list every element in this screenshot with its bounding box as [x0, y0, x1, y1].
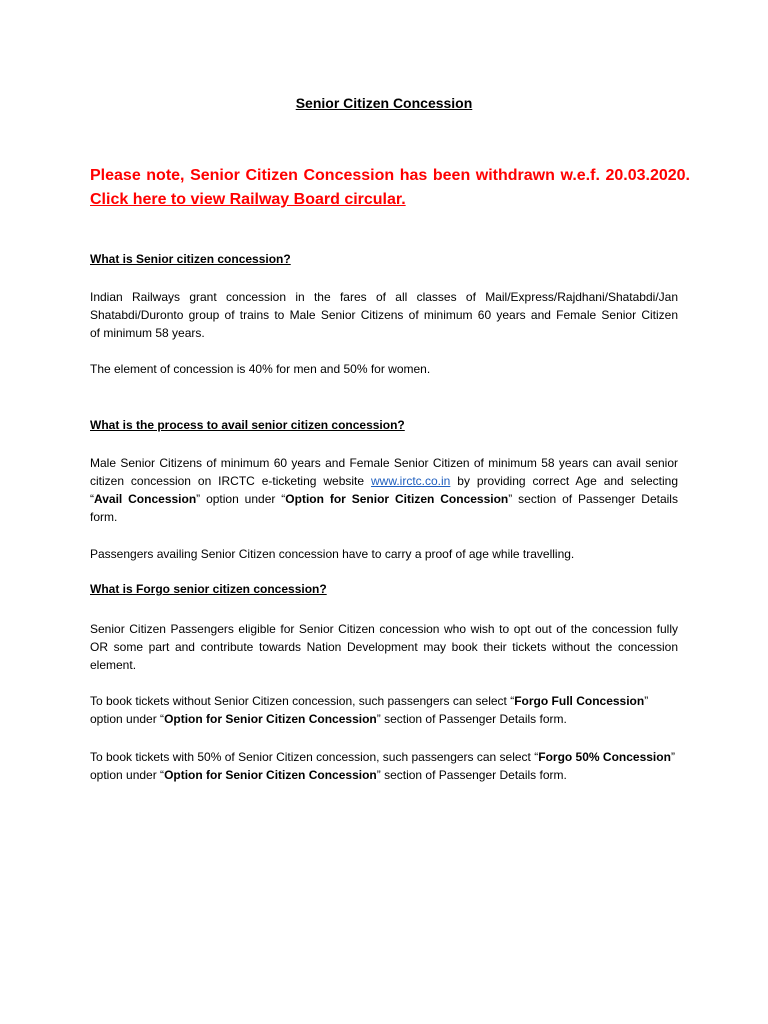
text-fragment: citizen concession on IRCTC e-ticketing website [90, 474, 371, 488]
forgo-full-concession-option: Forgo Full Concession [514, 694, 645, 708]
question-process-to-avail: What is the process to avail senior citizen concession? [90, 418, 405, 432]
option-section-name: Option for Senior Citizen Concession [285, 492, 509, 506]
paragraph-line [90, 490, 678, 508]
page-title: Senior Citizen Concession [295, 95, 473, 111]
option-section-name: Option for Senior Citizen Concession [164, 712, 377, 726]
question-forgo-concession: What is Forgo senior citizen concession? [90, 582, 327, 596]
railway-board-circular-link[interactable]: Click here to view Railway Board circular. [90, 191, 406, 208]
paragraph-line: element. [90, 658, 137, 672]
paragraph-forgo-description [90, 620, 678, 674]
text-fragment: ” section of Passenger Details form. [376, 712, 567, 726]
paragraph-concession-element: The element of concession is 40% for men and 50% for women. [90, 362, 431, 376]
text-fragment: To book tickets without Senior Citizen concession, such passengers can select “ [90, 694, 515, 708]
option-section-name: Option for Senior Citizen Concession [164, 768, 377, 782]
paragraph-line [90, 768, 567, 782]
paragraph-line: Male Senior Citizens of minimum 60 years and Female Senior Citizen of minimum 58 years can avail senior [90, 456, 678, 470]
withdrawal-notice [90, 164, 690, 212]
irctc-website-link[interactable]: www.irctc.co.in [370, 474, 451, 488]
text-fragment: ” section of Passenger Details [508, 492, 678, 506]
question-what-is-concession: What is Senior citizen concession? [90, 252, 291, 266]
text-fragment: ” section of Passenger Details form. [376, 768, 567, 782]
paragraph-line: form. [90, 510, 118, 524]
paragraph-proof-of-age: Passengers availing Senior Citizen concession have to carry a proof of age while travelling. [90, 547, 575, 561]
text-fragment: “ [90, 492, 94, 506]
forgo-50-concession-option: Forgo 50% Concession [538, 750, 671, 764]
paragraph-line: Shatabdi/Duronto group of trains to Male Senior Citizens of minimum 60 years and Female Senior Citizen [90, 308, 678, 322]
paragraph-concession-description [90, 288, 678, 342]
text-fragment: ” [644, 694, 649, 708]
text-fragment: ” option under “ [196, 492, 286, 506]
paragraph-line: OR some part and contribute towards Nation Development may book their tickets without the concession [90, 640, 678, 654]
notice-text: Please note, Senior Citizen Concession has been withdrawn w.e.f. 20.03.2020. [90, 167, 690, 184]
paragraph-line: Indian Railways grant concession in the fares of all classes of Mail/Express/Rajdhani/Shatabdi/Jan [90, 290, 678, 304]
paragraph-line [90, 750, 675, 764]
paragraph-line [90, 472, 678, 490]
paragraph-process [90, 454, 678, 526]
paragraph-forgo-50 [90, 748, 678, 784]
text-fragment: option under “ [90, 768, 165, 782]
paragraph-line [90, 694, 648, 708]
text-fragment: ” [670, 750, 675, 764]
paragraph-line [90, 712, 567, 726]
text-fragment: To book tickets with 50% of Senior Citizen concession, such passengers can select “ [90, 750, 539, 764]
paragraph-forgo-full [90, 692, 678, 728]
paragraph-line: Senior Citizen Passengers eligible for Senior Citizen concession who wish to opt out of the concession fully [90, 622, 678, 636]
text-fragment: by providing correct Age and selecting [450, 474, 678, 488]
avail-concession-option: Avail Concession [94, 492, 197, 506]
paragraph-line: of minimum 58 years. [90, 326, 205, 340]
text-fragment: option under “ [90, 712, 165, 726]
